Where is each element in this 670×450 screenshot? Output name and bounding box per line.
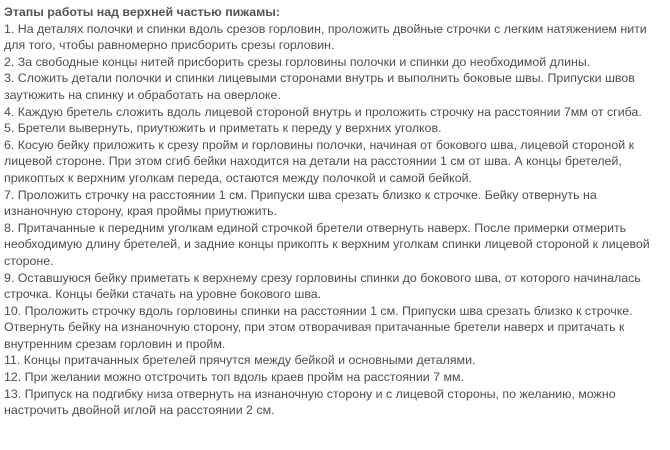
step-4: 4. Каждую бретель сложить вдоль лицевой стороной внутрь и проложить строчку на расстоянии 7мм от сгиба. (4, 104, 642, 119)
step-5: 5. Бретели вывернуть, приутюжить и приметать к переду у верхних уголков. (4, 121, 442, 136)
step-11: 11. Концы притачанных бретелей прячутся между бейкой и основными деталями. (4, 353, 476, 368)
step-13: 13. Припуск на подгибку низа отвернуть на изнаночную сторону и с лицевой стороны, по желанию, можно настрочить двойной иглой на расстоянии 2 см. (4, 386, 616, 418)
step-10: 10. Проложить строчку вдоль горловины спинки на расстоянии 1 см. Припуски шва срезать близко к строчке. Отвернуть бейку на изнаночную сторону, при этом отворачивая притачанные бретели наверх и притачать к внутренним срезам горловин и пройм. (4, 303, 633, 351)
step-1: 1. На деталях полочки и спинки вдоль срезов горловин, проложить двойные строчки с легким натяжением нити для того, чтобы равномерно присборить срезы горловин. (4, 21, 647, 53)
step-8: 8. Притачанные к передним уголкам единой строчкой бретели отвернуть наверх. После примерки отмерить необходимую длину бретелей, и задние концы прикопть к верхним уголкам спинки лицевой стороной к лицевой стороне. (4, 220, 650, 268)
step-2: 2. За свободные концы нитей присборить срезы горловины полочки и спинки до необходимой длины. (4, 54, 591, 69)
document-title: Этапы работы над верхней частью пижамы: (4, 5, 280, 19)
step-6: 6. Косую бейку приложить к срезу пройм и горловины полочки, начиная от бокового шва, лицевой стороной к лицевой стороне. При этом сгиб бейки находится на детали на расстоянии 1 см от шва. А концы бретелей, прикоптых к верхним уголкам переда, остаются между полочкой и самой бейкой. (4, 137, 635, 185)
step-9: 9. Оставшуюся бейку приметать к верхнему срезу горловины спинки до бокового шва, от которого начиналась строчка. Концы бейки стачать на уровне бокового шва. (4, 270, 641, 302)
step-3: 3. Сложить детали полочки и спинки лицевыми сторонами внутрь и выполнить боковые швы. Припуски швов заутюжить на спинку и обработать на оверлоке. (4, 71, 635, 102)
step-12: 12. При желании можно отстрочить топ вдоль краев пройм на расстоянии 7 мм. (4, 370, 464, 385)
step-7: 7. Проложить строчку на расстоянии 1 см. Припуски шва срезать близко к строчке. Бейку отвернуть на изнаночную сторону, края проймы приутюжить. (4, 187, 597, 219)
steps-list (4, 21, 662, 419)
